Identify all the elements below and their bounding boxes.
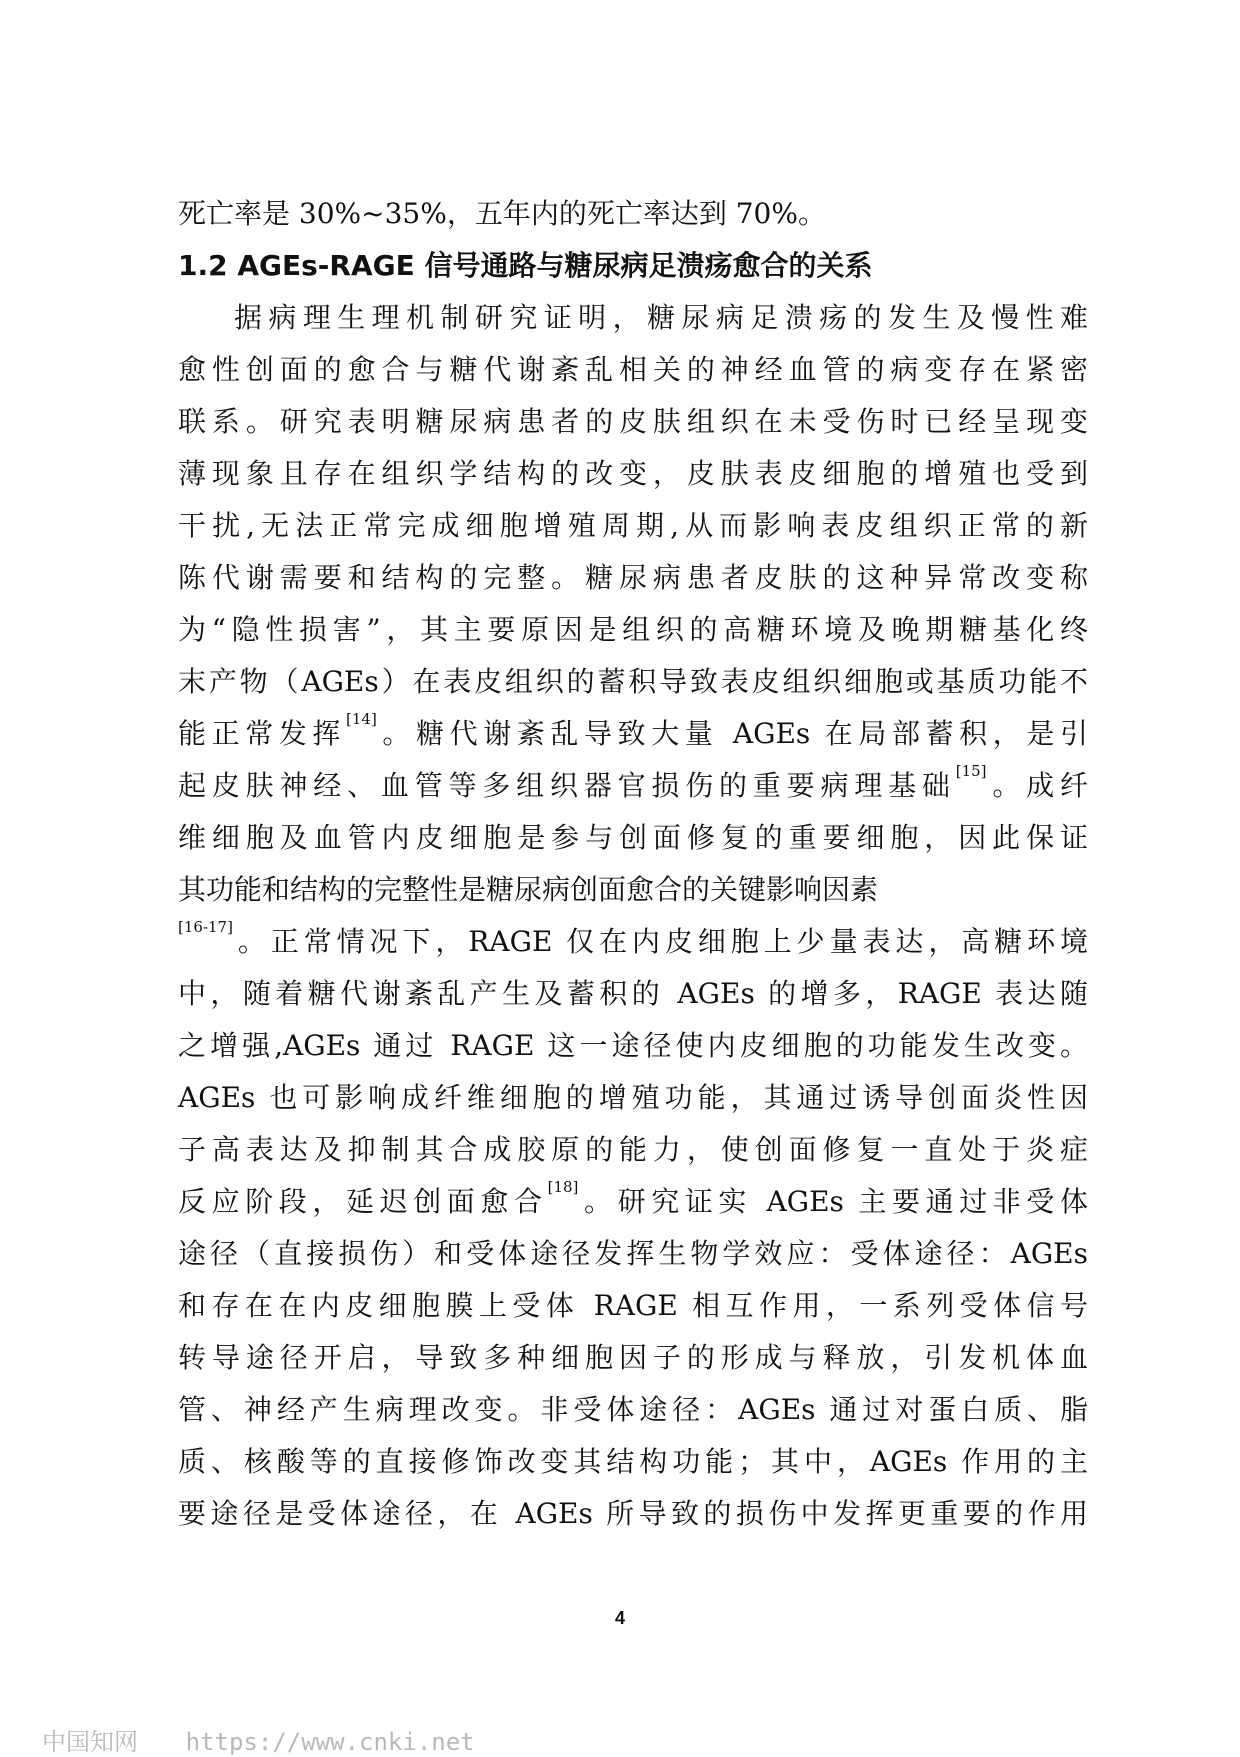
paragraph-line [178,1228,1088,1280]
watermark-brand: 中国知网 [42,1728,138,1756]
paragraph-line [178,916,1088,968]
citation-reference: [16-17] [178,918,233,936]
paragraph-line [178,968,1088,1020]
line-text: 为“隐性损害”，其主要原因是组织的高糖环境及晚期糖基化终 [178,613,1088,646]
cnki-watermark [42,1722,475,1757]
paragraph-line [178,1176,1088,1228]
paragraph-line [178,1124,1088,1176]
line-text: 薄现象且存在组织学结构的改变，皮肤表皮细胞的增殖也受到 [178,457,1088,490]
line-text-continued: 。正常情况下，RAGE 仅在内皮细胞上少量表达，高糖环境 [232,925,1088,958]
paragraph-line [178,864,1088,916]
line-text: 管、神经产生病理改变。非受体途径：AGEs 通过对蛋白质、脂 [178,1393,1088,1426]
line-text: 之增强,AGEs 通过 RAGE 这一途径使内皮细胞的功能发生改变。 [178,1029,1088,1062]
paragraph-line [178,1332,1088,1384]
line-text: 要途径是受体途径，在 AGEs 所导致的损伤中发挥更重要的作用 [178,1497,1088,1530]
paragraph-line [178,1384,1088,1436]
line-text: 据病理生理机制研究证明，糖尿病足溃疡的发生及慢性难 [234,301,1088,334]
line-text: 反应阶段，延迟创面愈合 [178,1185,548,1218]
line-text-continued: 。糖代谢紊乱导致大量 AGEs 在局部蓄积，是引 [376,717,1088,750]
paragraph-line [178,1280,1088,1332]
paragraph-line [178,1072,1088,1124]
line-text: 死亡率是 30%~35%，五年内的死亡率达到 70%。 [178,197,826,230]
line-text: 末产物（AGEs）在表皮组织的蓄积导致表皮组织细胞或基质功能不 [178,665,1088,698]
watermark-url: https://www.cnki.net [185,1728,475,1756]
paragraph-line [178,552,1088,604]
line-text: AGEs 也可影响成纤维细胞的增殖功能，其通过诱导创面炎性因 [178,1081,1088,1114]
citation-reference: [14] [346,710,377,728]
paragraph-line [178,448,1088,500]
line-text: 其功能和结构的完整性是糖尿病创面愈合的关键影响因素 [178,873,879,906]
body-text [178,188,1088,1540]
line-text: 子高表达及抑制其合成胶原的能力，使创面修复一直处于炎症 [178,1133,1088,1166]
paragraph-line [178,188,1088,240]
paragraph-line [178,292,1088,344]
line-text: 途径（直接损伤）和受体途径发挥生物学效应：受体途径：AGEs [178,1237,1088,1270]
paragraph-line [178,1020,1088,1072]
citation-reference: [15] [955,762,987,780]
line-text: 和存在在内皮细胞膜上受体 RAGE 相互作用，一系列受体信号 [178,1289,1088,1322]
paragraph-line [178,656,1088,708]
line-text: 1.2 AGEs-RAGE 信号通路与糖尿病足溃疡愈合的关系 [178,249,873,282]
line-text: 起皮肤神经、血管等多组织器官损伤的重要病理基础 [178,769,956,802]
line-text-continued: 。成纤 [986,769,1088,802]
paragraph-line [178,812,1088,864]
line-text: 干扰,无法正常完成细胞增殖周期,从而影响表皮组织正常的新 [178,509,1088,542]
paragraph-line [178,500,1088,552]
line-text: 陈代谢需要和结构的完整。糖尿病患者皮肤的这种异常改变称 [178,561,1088,594]
paragraph-line [178,1488,1088,1540]
paragraph-line [178,708,1088,760]
line-text-continued: 。研究证实 AGEs 主要通过非受体 [578,1185,1088,1218]
page-number: 4 [614,1608,625,1628]
paragraph-line [178,1436,1088,1488]
line-text: 转导途径开启，导致多种细胞因子的形成与释放，引发机体血 [178,1341,1088,1374]
line-text: 愈性创面的愈合与糖代谢紊乱相关的神经血管的病变存在紧密 [178,353,1088,386]
line-text: 中，随着糖代谢紊乱产生及蓄积的 AGEs 的增多，RAGE 表达随 [178,977,1088,1010]
citation-reference: [18] [547,1178,579,1196]
line-text: 能正常发挥 [178,717,346,750]
line-text: 联系。研究表明糖尿病患者的皮肤组织在未受伤时已经呈现变 [178,405,1088,438]
paragraph-line [178,760,1088,812]
paragraph-line [178,396,1088,448]
paragraph-line [178,604,1088,656]
paragraph-line [178,344,1088,396]
line-text: 维细胞及血管内皮细胞是参与创面修复的重要细胞，因此保证 [178,821,1088,854]
section-heading [178,240,1088,292]
line-text: 质、核酸等的直接修饰改变其结构功能；其中，AGEs 作用的主 [178,1445,1088,1478]
